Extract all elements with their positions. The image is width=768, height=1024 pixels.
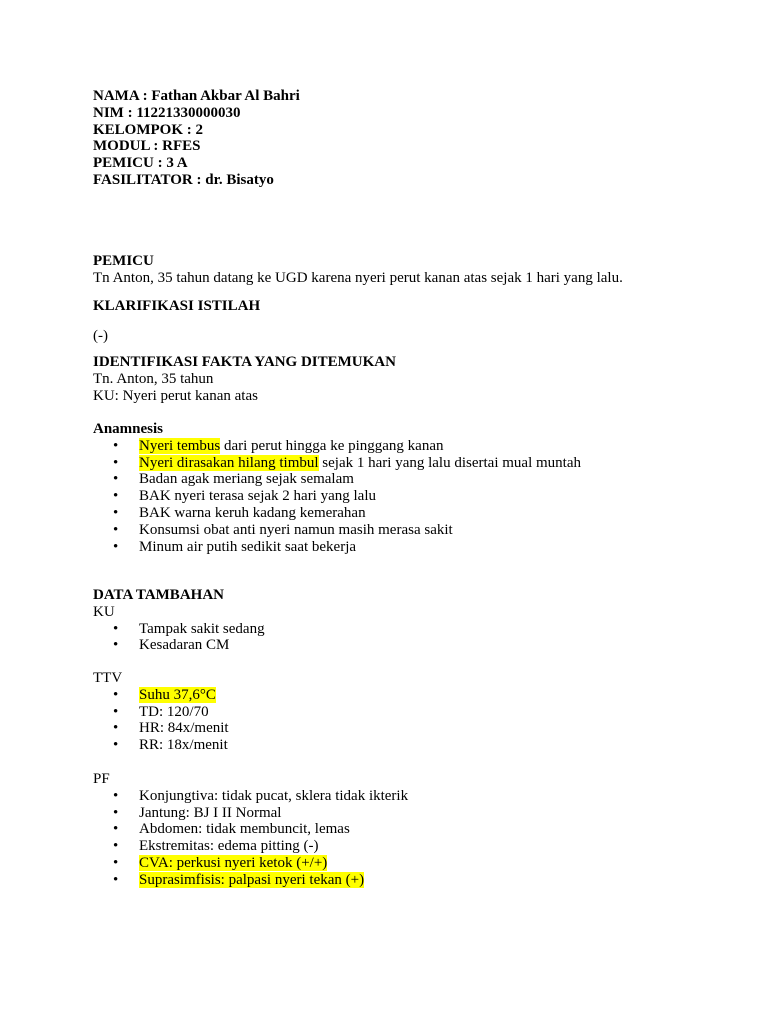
data-tambahan-heading: DATA TAMBAHAN [93,587,224,603]
bullet-icon: • [113,804,119,821]
bullet-icon: • [113,720,119,737]
pemicu-section [93,253,728,287]
item-text: Badan agak meriang sejak semalam [139,471,354,488]
item-text: Tampak sakit sedang [139,620,265,637]
item-text: BAK nyeri terasa sejak 2 hari yang lalu [139,488,377,505]
item-text: HR: 84x/menit [139,720,229,737]
identifikasi-heading: IDENTIFIKASI FAKTA YANG DITEMUKAN [93,354,396,370]
bullet-icon: • [113,454,119,471]
klarifikasi-text: (-) [93,328,108,344]
item-text: Abdomen: tidak membuncit, lemas [139,821,350,838]
list-item [93,637,728,654]
highlighted-text: Nyeri dirasakan hilang timbul [139,454,319,471]
bullet-icon: • [113,821,119,838]
list-item [93,621,728,638]
list-item [93,872,728,889]
item-text: TD: 120/70 [139,703,209,720]
list-item [93,505,728,522]
bullet-icon: • [113,437,119,454]
highlighted-text: CVA: perkusi nyeri ketok (+/+) [139,854,328,871]
identifikasi-line-1: Tn. Anton, 35 tahun [93,370,214,387]
nama-line: NAMA : Fathan Akbar Al Bahri [93,88,300,104]
pemicu-text: Tn Anton, 35 tahun datang ke UGD karena nyeri perut kanan atas sejak 1 hari yang lalu. [93,269,623,286]
bullet-icon: • [113,620,119,637]
pf-list [93,788,728,889]
list-item [93,488,728,505]
pemicu-code-line: PEMICU : 3 A [93,155,188,172]
klarifikasi-section [93,298,728,315]
item-text: Kesadaran CM [139,637,230,654]
identifikasi-line-2: KU: Nyeri perut kanan atas [93,387,258,404]
bullet-icon: • [113,471,119,488]
pf-section [93,771,728,889]
fasilitator-line: FASILITATOR : dr. Bisatyo [93,171,274,188]
item-text: dari perut hingga ke pinggang kanan [220,437,444,454]
list-item [93,720,728,737]
list-item [93,821,728,838]
list-item [93,455,728,472]
anamnesis-list [93,438,728,556]
list-item [93,855,728,872]
list-item [93,704,728,721]
modul-line: MODUL : RFES [93,138,201,155]
list-item [93,788,728,805]
nim-line: NIM : 11221330000030 [93,104,241,121]
highlighted-text: Nyeri tembus [139,437,221,454]
bullet-icon: • [113,538,119,555]
bullet-icon: • [113,488,119,505]
ttv-section [93,670,728,754]
bullet-icon: • [113,737,119,754]
item-text: BAK warna keruh kadang kemerahan [139,504,366,521]
pemicu-heading: PEMICU [93,253,154,269]
highlighted-text: Suhu 37,6°C [139,686,216,703]
data-tambahan-section [93,587,728,654]
klarifikasi-body [93,328,728,345]
ttv-list [93,687,728,754]
list-item [93,838,728,855]
ku-label: KU [93,603,115,620]
ttv-label: TTV [93,670,123,686]
item-text: Konsumsi obat anti nyeri namun masih merasa sakit [139,521,453,538]
anamnesis-section [93,421,728,555]
item-text: sejak 1 hari yang lalu disertai mual muntah [318,454,581,471]
list-item [93,438,728,455]
identity-header [93,88,728,189]
bullet-icon: • [113,854,119,871]
bullet-icon: • [113,838,119,855]
klarifikasi-heading: KLARIFIKASI ISTILAH [93,298,261,314]
item-text: Jantung: BJ I II Normal [139,804,282,821]
item-text: Konjungtiva: tidak pucat, sklera tidak ikterik [139,787,409,804]
list-item [93,471,728,488]
bullet-icon: • [113,637,119,654]
bullet-icon: • [113,686,119,703]
bullet-icon: • [113,521,119,538]
list-item [93,539,728,556]
bullet-icon: • [113,504,119,521]
item-text: Ekstremitas: edema pitting (-) [139,838,319,855]
pf-label: PF [93,771,110,787]
kelompok-line: KELOMPOK : 2 [93,121,203,138]
bullet-icon: • [113,787,119,804]
bullet-icon: • [113,871,119,888]
ku-list [93,621,728,655]
item-text: Minum air putih sedikit saat bekerja [139,538,357,555]
list-item [93,522,728,539]
identifikasi-section [93,354,728,404]
highlighted-text: Suprasimfisis: palpasi nyeri tekan (+) [139,871,365,888]
list-item [93,737,728,754]
item-text: RR: 18x/menit [139,737,228,754]
list-item [93,687,728,704]
bullet-icon: • [113,703,119,720]
list-item [93,805,728,822]
anamnesis-heading: Anamnesis [93,421,164,437]
